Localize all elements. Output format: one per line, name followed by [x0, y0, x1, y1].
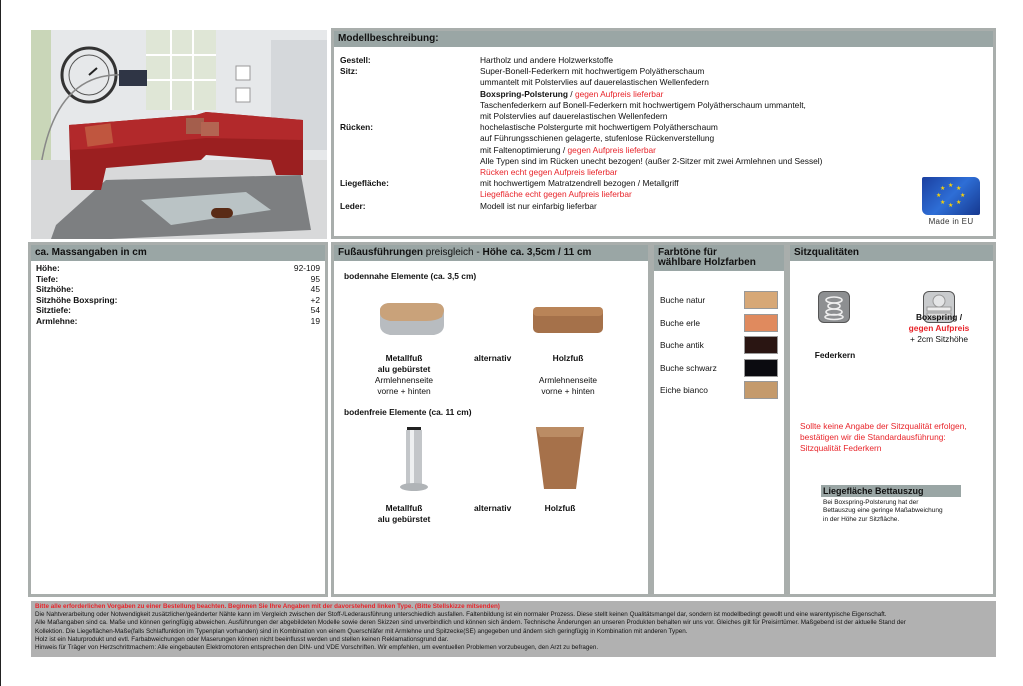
description-text: ummantelt mit Polstervlies auf dauerelastischen Wellenfedern: [480, 77, 709, 88]
standard-seat-note-line: bestätigen wir die Standardausführung:: [800, 432, 946, 443]
wood-foot-high-caption: [510, 503, 610, 514]
dimension-value: 95: [310, 273, 320, 284]
description-label: [340, 145, 480, 156]
wood-color-row: [660, 334, 778, 357]
wood-color-swatch: [744, 381, 778, 399]
description-label: Sitz:: [340, 66, 358, 77]
description-row: [340, 111, 987, 122]
dimension-value: 54: [310, 305, 320, 315]
description-text: Boxspring-Polsterung: [480, 88, 568, 99]
footer-line: Hinweis für Träger von Herzschrittmachern: Alle eingebauten Elektromotoren entsprechen den DIN- und VDE Vorschriften. Wir empfehlen, um eventuellen Problemen vorzubeugen, den Arzt zu befragen.: [35, 644, 599, 652]
dimensions-list: [31, 261, 325, 328]
boxspring-height-note: + 2cm Sitzhöhe: [910, 334, 968, 344]
boxspring-name: Boxspring /: [915, 312, 963, 322]
wood-color-row: [660, 289, 778, 312]
metal-foot-finish: alu gebürstet: [377, 514, 431, 524]
description-text: hochelastische Polstergurte mit hochwertigem Polyätherschaum: [480, 122, 718, 133]
wood-color-swatch: [744, 291, 778, 309]
footer-line: Holz ist ein Naturprodukt und evtl. Farbabweichungen oder Maserungen können nicht beeinflusst werden und stellen keinen Reklamationsgrund dar.: [35, 635, 449, 643]
dimension-row: [36, 284, 320, 295]
description-value: [480, 133, 987, 144]
metal-foot-note: vorne + hinten: [377, 386, 431, 396]
metal-foot-name: Metallfuß: [385, 353, 423, 363]
description-row: [340, 145, 987, 156]
standard-seat-note-line: Sollte keine Angabe der Sitzqualität erfolgen,: [800, 421, 967, 431]
metal-foot-high-caption: [354, 503, 454, 525]
description-text: Alle Typen sind im Rücken unecht bezogen! (außer 2-Sitzer mit zwei Armlehnen und Sessel): [480, 155, 823, 166]
wood-color-swatch: [744, 336, 778, 354]
feet-panel: [331, 242, 651, 597]
description-label: [340, 111, 480, 122]
description-value: [480, 145, 987, 156]
wood-color-swatch: [744, 359, 778, 377]
description-label: [340, 77, 480, 88]
feet-title-price: preisgleich -: [423, 247, 483, 258]
description-value: [480, 156, 987, 167]
description-value: [480, 189, 987, 200]
dimension-value: 45: [310, 284, 320, 294]
description-label: Liegefläche:: [340, 178, 389, 189]
dimensions-panel: [28, 242, 328, 597]
wood-color-name: Buche schwarz: [660, 362, 717, 373]
description-value: [480, 111, 987, 122]
bed-extension-line: Bettauszug eine geringe Maßabweichung: [823, 507, 943, 515]
description-row: [340, 77, 987, 88]
wood-color-row: [660, 312, 778, 335]
made-in-eu-label: Made in EU: [928, 217, 974, 226]
feet-title-height: Höhe ca. 3,5cm / 11 cm: [482, 247, 592, 258]
description-value: [480, 89, 987, 100]
dimension-label: Armlehne:: [36, 315, 78, 326]
description-label: [340, 100, 480, 111]
model-description-body: [334, 47, 993, 220]
description-row: [340, 133, 987, 144]
description-row: [340, 55, 987, 66]
dimension-label: Höhe:: [36, 263, 60, 273]
wood-color-name: Buche natur: [660, 295, 706, 306]
description-row: [340, 189, 987, 200]
description-text: Modell ist nur einfarbig lieferbar: [480, 200, 597, 211]
dimension-row: [36, 295, 320, 306]
wood-color-swatch: [744, 314, 778, 332]
description-text: mit Faltenoptimierung /: [480, 144, 568, 155]
description-label: Leder:: [340, 200, 366, 211]
wood-color-name: Eiche bianco: [660, 385, 708, 396]
order-warning: Bitte alle erforderlichen Vorgaben zu einer Bestellung beachten. Beginnen Sie Ihre Angaben mit der davorstehend linken Type. (Bitte Stellskizze mitsenden): [35, 603, 500, 610]
dimensions-title: ca. Massangaben in cm: [31, 245, 325, 261]
description-text: auf Führungsschienen gelagerte, stufenlose Rückenverstellung: [480, 133, 715, 144]
surcharge-note: Liegefläche echt gegen Aufpreis lieferbar: [480, 189, 632, 200]
product-photo: [31, 30, 327, 239]
wood-colors-title-line: wählbare Holzfarben: [658, 257, 756, 268]
description-row: [340, 100, 987, 111]
seat-qualities-title: Sitzqualitäten: [790, 245, 993, 261]
wood-foot-note: vorne + hinten: [541, 386, 595, 396]
dimension-row: [36, 305, 320, 316]
sofa-room-image: [31, 30, 327, 239]
wood-colors-panel: [651, 242, 787, 597]
boxspring-lines-2: [898, 323, 980, 345]
seat-qualities-panel: [787, 242, 996, 597]
description-value: [480, 167, 987, 178]
wood-foot-low-icon: [530, 303, 606, 337]
description-text: Hartholz und andere Holzwerkstoffe: [480, 55, 613, 65]
alternative-label: alternativ: [474, 503, 512, 513]
bed-extension-text: [821, 497, 961, 526]
bed-extension-title: Liegefläche Bettauszug: [821, 485, 961, 497]
description-label: [340, 133, 480, 144]
wood-colors-list: [654, 271, 784, 420]
dimension-row: [36, 316, 320, 327]
wood-color-name: Buche antik: [660, 340, 704, 351]
page-edge-rule: [0, 0, 1, 686]
footer-line: Die Nahtverarbeitung oder Notwendigkeit zusätzlicher/geänderter Nähte kann im Vergleich zwischen der Stoff-/Lederausführung unterschiedlich ausfallen. Faltenbildung ist ein normaler Prozess. Diese stellt keinen Qualitätsmangel dar, sondern ist modellbedingt gewollt und eine warentypische Eigenschaft.: [35, 611, 887, 619]
alternative-label: alternativ: [474, 353, 512, 363]
description-value: [480, 201, 987, 212]
metal-foot-name: Metallfuß: [385, 503, 423, 513]
wood-foot-name: Holzfuß: [544, 503, 576, 513]
standard-seat-note-line: Sitzqualität Federkern: [800, 443, 882, 454]
high-elements-heading: bodenfreie Elemente (ca. 11 cm): [344, 407, 472, 417]
description-label: Rücken:: [340, 122, 374, 133]
description-row: [340, 178, 987, 189]
legal-footer: [31, 601, 996, 657]
description-value: [480, 55, 987, 66]
surcharge-note: Rücken echt gegen Aufpreis lieferbar: [480, 167, 618, 178]
surcharge-note: gegen Aufpreis lieferbar: [567, 144, 656, 155]
high-feet-row: [334, 417, 648, 537]
wood-foot-low-caption: [518, 353, 618, 397]
dimension-label: Sitztiefe:: [36, 305, 71, 315]
description-row: [340, 66, 987, 77]
description-row: [340, 201, 987, 212]
description-text: Super-Bonell-Federkern mit hochwertigem Polyätherschaum: [480, 66, 705, 77]
description-text: /: [567, 88, 575, 99]
description-row: [340, 167, 987, 178]
description-value: [480, 66, 987, 77]
description-label: [340, 89, 480, 100]
standard-seat-note: [800, 421, 967, 455]
description-row: [340, 122, 987, 133]
dimension-label: Sitzhöhe Boxspring:: [36, 294, 118, 305]
description-value: [480, 122, 987, 133]
description-row: [340, 89, 987, 100]
boxspring-surcharge: gegen Aufpreis: [908, 323, 970, 333]
wood-foot-high-icon: [530, 423, 590, 493]
bed-extension-box: [821, 485, 961, 526]
description-value: [480, 100, 987, 111]
bed-extension-line: in der Höhe zur Sitzfläche.: [823, 515, 900, 523]
description-text: Taschenfederkern auf Bonell-Federkern mit hochwertigem Polyätherschaum ummantelt,: [480, 99, 806, 110]
low-feet-row: [334, 281, 648, 401]
bed-extension-line: Bei Boxspring-Polsterung hat der: [823, 499, 919, 506]
feet-title-main: Fußausführungen: [338, 247, 423, 258]
dimension-label: Sitzhöhe:: [36, 284, 74, 294]
surcharge-note: gegen Aufpreis lieferbar: [574, 88, 664, 99]
description-text: mit hochwertigem Matratzendrell bezogen / Metallgriff: [480, 178, 679, 189]
footer-line: Alle Maßangaben sind ca. Maße und können geringfügig abweichen. Ausführungen der abgebildeten Modelle sowie deren Skizzen sind unverbindlich und können sich ändern. Technische Änderungen an unseren Produkten behalten wir uns vor. Gleiches gilt für Preisirrtümer. Maßgebend ist der aktuelle Stand der: [35, 619, 906, 627]
metal-foot-low-icon: [376, 299, 448, 339]
low-elements-heading: bodennahe Elemente (ca. 3,5 cm): [344, 271, 477, 281]
metal-foot-high-icon: [394, 425, 434, 495]
wood-color-name: Buche erle: [660, 317, 701, 328]
wood-foot-note: Armlehnenseite: [538, 375, 598, 385]
description-label: Gestell:: [340, 55, 371, 65]
description-text: mit Polstervlies auf dauerelastischen Wellenfedern: [480, 111, 668, 122]
description-label: [340, 189, 480, 200]
description-value: [480, 77, 987, 88]
metal-foot-finish: alu gebürstet: [377, 364, 431, 374]
description-value: [480, 178, 987, 189]
made-in-eu-badge: [919, 177, 983, 226]
dimension-row: [36, 263, 320, 274]
wood-foot-name: Holzfuß: [552, 353, 584, 363]
description-label: [340, 167, 480, 178]
eu-flag-icon: ★ ★ ★ ★ ★ ★ ★ ★: [922, 177, 980, 215]
dimension-value: 19: [310, 315, 320, 326]
spring-core-icon: [818, 291, 850, 323]
dimension-value: +2: [310, 294, 320, 305]
wood-color-row: [660, 357, 778, 380]
footer-line: Kollektion. Die Liegeflächen-Maße(falls Schlaffunktion im Typenplan vorhanden) sind in Kombination von einem Querschläfer mit Armlehne und Spitzecke(SE) angegeben und ändern sich geringfügig in Kombination mit anderen Typen.: [35, 627, 688, 635]
model-description-title: Modellbeschreibung:: [334, 31, 993, 47]
model-description-panel: [331, 28, 996, 239]
description-row: [340, 156, 987, 167]
boxspring-lines: [898, 312, 980, 323]
description-label: [340, 156, 480, 167]
metal-foot-low-caption: [354, 353, 454, 397]
federkern-label: Federkern: [814, 350, 856, 360]
feet-title: [334, 245, 648, 261]
metal-foot-note: Armlehnenseite: [374, 375, 434, 385]
dimension-value: 92-109: [293, 263, 320, 273]
wood-colors-title: [654, 245, 784, 271]
wood-color-row: [660, 379, 778, 402]
wood-colors-title-line: Farbtöne für: [658, 247, 717, 258]
dimension-row: [36, 274, 320, 285]
dimension-label: Tiefe:: [36, 273, 59, 284]
